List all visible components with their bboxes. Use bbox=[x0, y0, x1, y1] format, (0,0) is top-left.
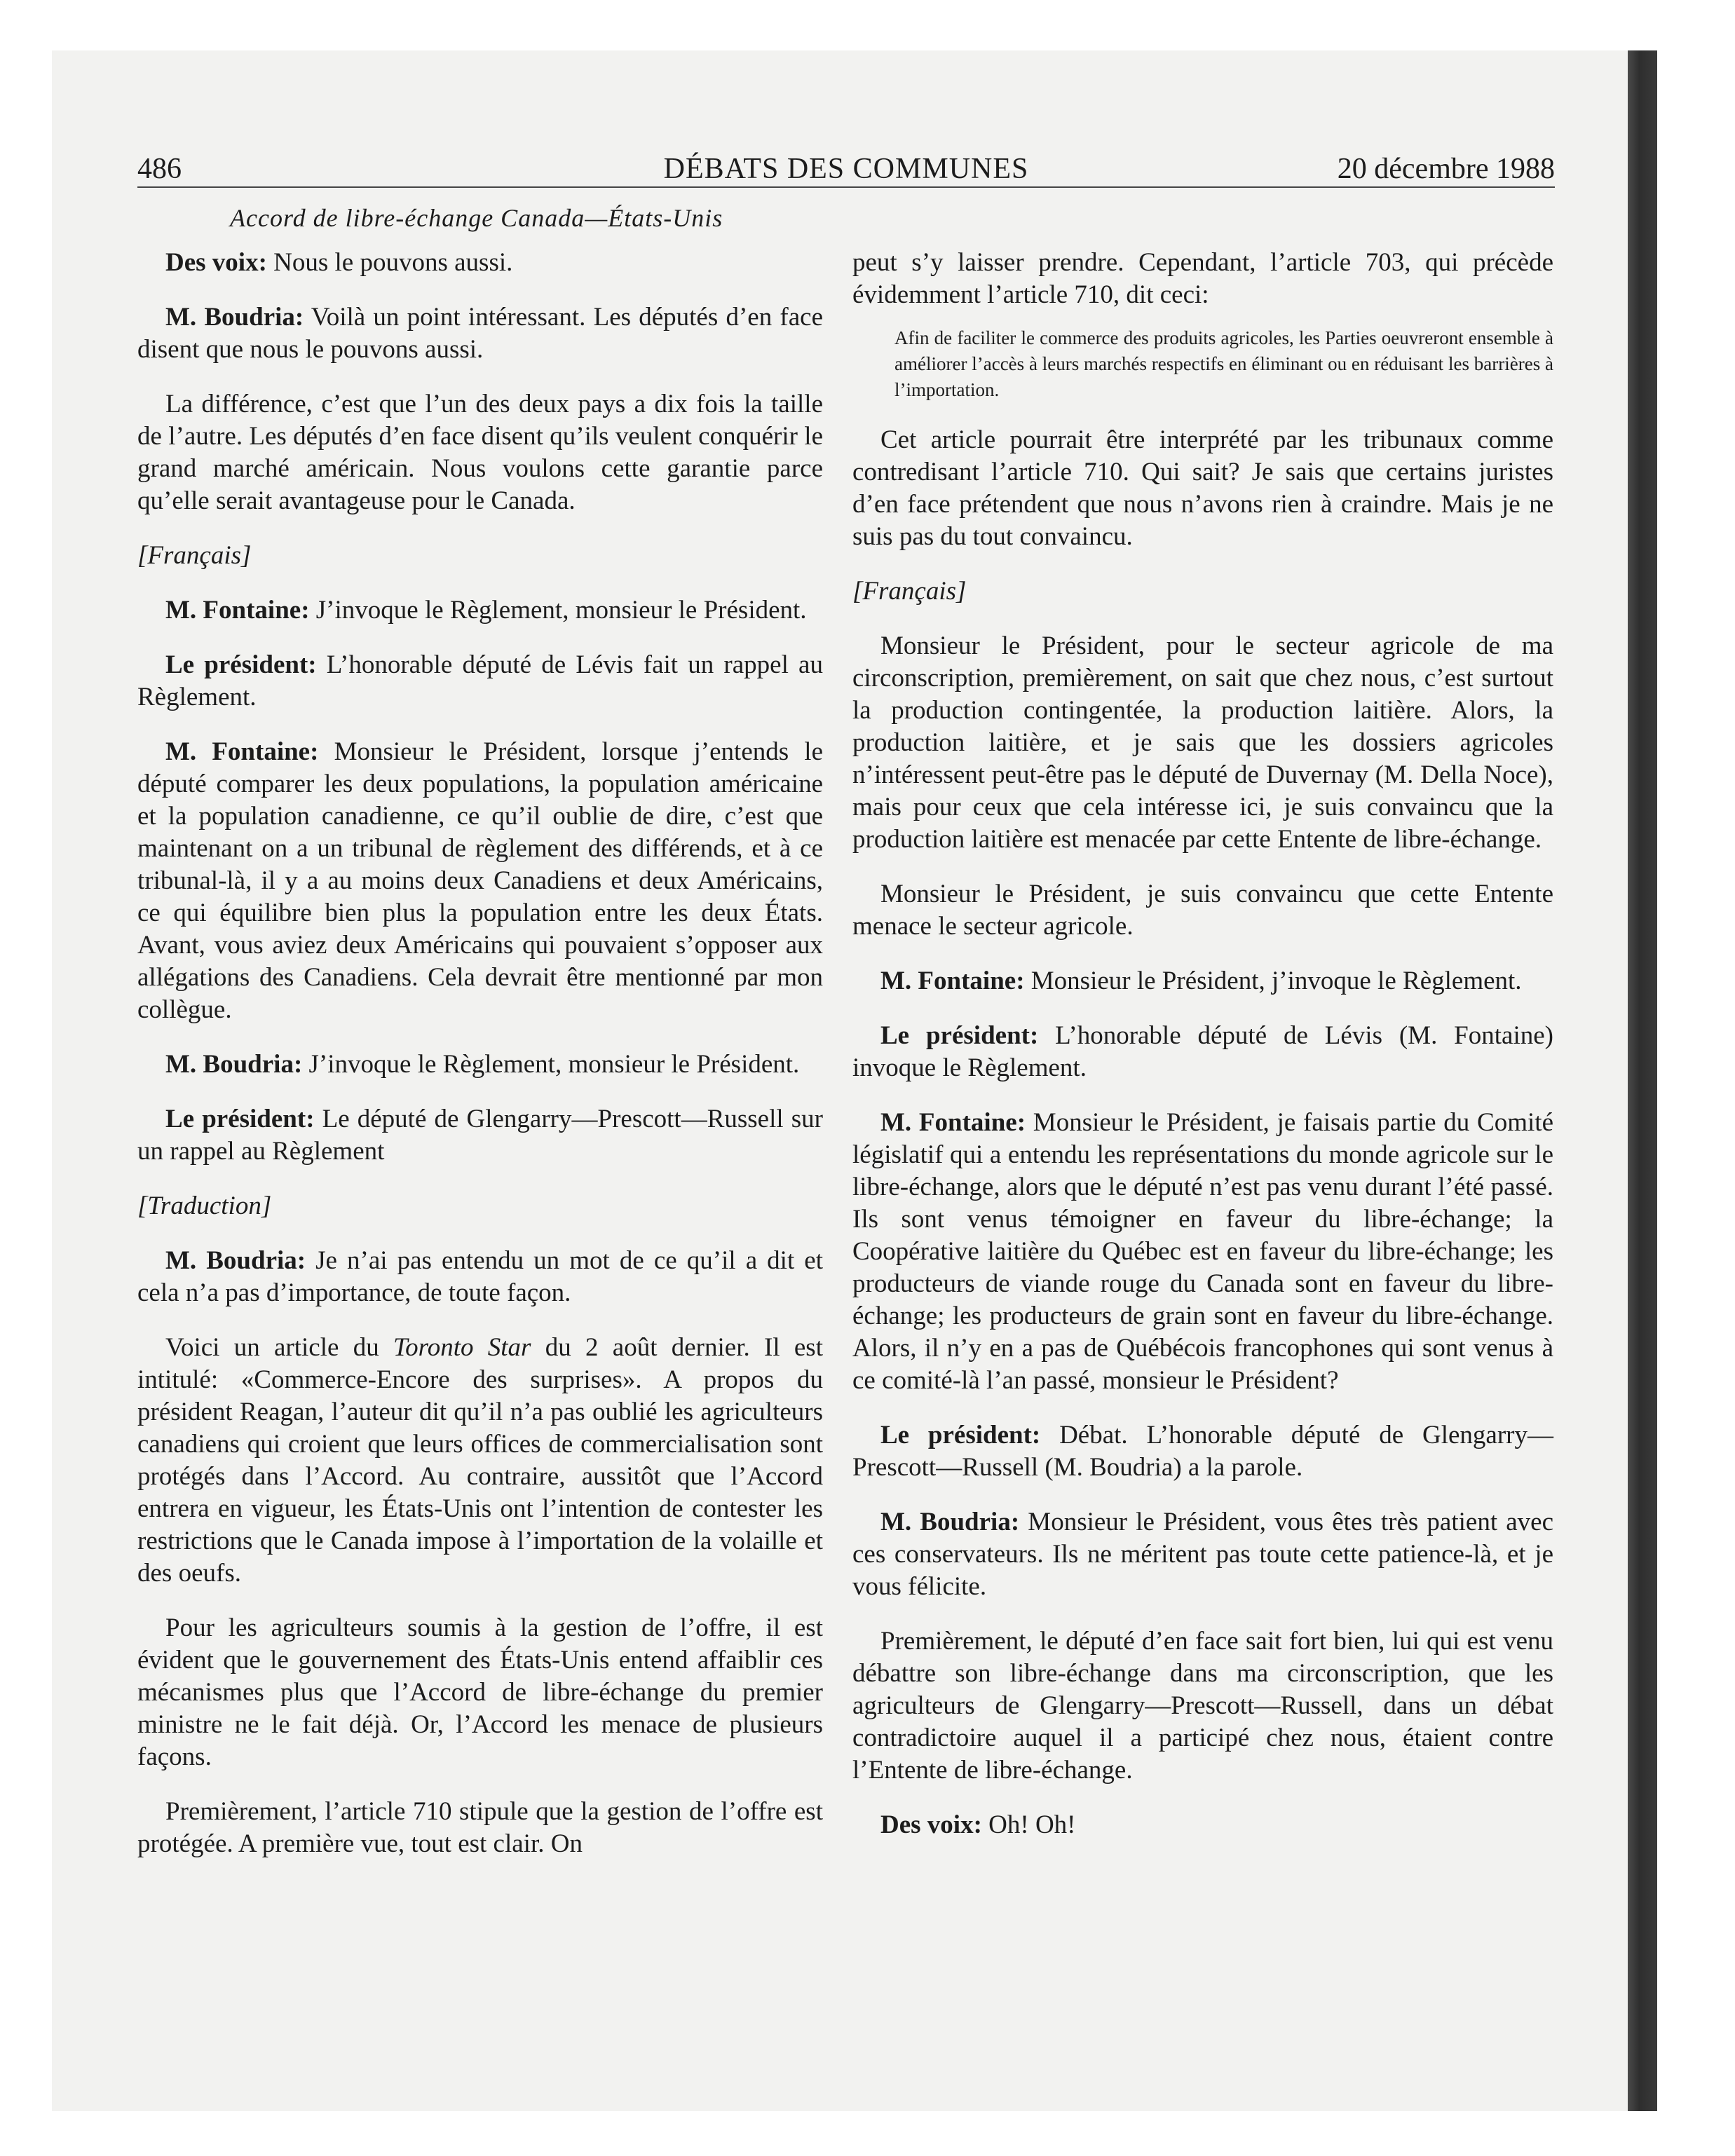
speaker-name: Le président: bbox=[880, 1421, 1041, 1449]
paragraph-text: Monsieur le Président, je faisais partie du Comité législatif qui a entendu les représentations du monde agricole sur le libre-échange, alors que le député n’est pas venu durant l’été passé. Ils sont venus témoigner en faveur du libre-échange; la Coopérative laitière du Québec est en faveur du libre-échange; les producteurs de viande rouge du Canada sont en faveur du libre-échange; les producteurs de grain sont en faveur du libre-échange. Alors, il n’y en a pas de Québécois francophones qui sont venus à ce comité-là l’an passé, monsieur le Président? bbox=[852, 1108, 1553, 1395]
speaker-name: Des voix: bbox=[165, 248, 267, 277]
paragraph-text: Monsieur le Président, pour le secteur agricole de ma circonscription, premièrement, on sait que chez nous, c’est surtout la production contingentée, la production laitière. Alors, la production laitière, et je sais que les dossiers agricoles n’intéressent peut-être pas le député de Duvernay (M. Della Noce), mais pour ceux que cela intéresse ici, je suis convaincu que la production laitière est menacée par cette Entente de libre-échange. bbox=[852, 632, 1553, 854]
speaker-name: M. Boudria: bbox=[165, 1050, 303, 1079]
newspaper-title: Toronto Star bbox=[393, 1333, 531, 1362]
block-quote bbox=[894, 325, 1553, 403]
publication-title: DÉBATS DES COMMUNES bbox=[663, 153, 1029, 185]
paragraph bbox=[137, 1332, 823, 1590]
paragraph-text: L’honorable député de Lévis fait un rappel au Règlement. bbox=[137, 650, 823, 711]
speech-paragraph bbox=[137, 1245, 823, 1309]
speech-paragraph bbox=[137, 736, 823, 1026]
paragraph bbox=[137, 388, 823, 517]
page-header bbox=[137, 151, 1555, 188]
binding-edge bbox=[1628, 50, 1657, 2111]
running-subtitle: Accord de libre-échange Canada—États-Unis bbox=[230, 204, 723, 232]
paragraph-text: Le député de Glengarry—Prescott—Russell sur un rappel au Règlement bbox=[137, 1105, 823, 1166]
speaker-name: Le président: bbox=[880, 1021, 1039, 1050]
speaker-name: M. Boudria: bbox=[880, 1508, 1020, 1536]
speaker-name: Le président: bbox=[165, 1105, 315, 1133]
paragraph bbox=[852, 878, 1553, 943]
paragraph-text: peut s’y laisser prendre. Cependant, l’article 703, qui précède évidemment l’article 710, dit ceci: bbox=[852, 248, 1553, 309]
quote-text: Afin de faciliter le commerce des produits agricoles, les Parties oeuvreront ensemble à améliorer l’accès à leurs marchés respectifs en éliminant ou en réduisant les barrières à l’importation. bbox=[894, 327, 1553, 400]
speaker-name: M. Fontaine: bbox=[165, 596, 310, 625]
speech-paragraph bbox=[137, 301, 823, 366]
speech-paragraph bbox=[137, 1049, 823, 1081]
paragraph-text: Voici un article du bbox=[165, 1333, 393, 1362]
speaker-name: M. Fontaine: bbox=[880, 967, 1025, 995]
paragraph-text: du 2 août dernier. Il est intitulé: «Commerce-Encore des surprises». A propos du président Reagan, l’auteur dit qu’il n’a pas oublié les agriculteurs canadiens qui croient que leurs offices de commercialisation sont protégés dans l’Accord. Au contraire, aussitôt que l’Accord entrera en vigueur, les États-Unis ont l’intention de contester les restrictions que le Canada impose à l’importation de la volaille et des oeufs. bbox=[137, 1333, 823, 1588]
speech-paragraph bbox=[137, 594, 823, 627]
paragraph bbox=[852, 630, 1553, 856]
paragraph-text: Premièrement, l’article 710 stipule que la gestion de l’offre est protégée. A première vue, tout est clair. On bbox=[137, 1797, 823, 1858]
speech-paragraph bbox=[852, 1020, 1553, 1084]
speech-paragraph bbox=[852, 1107, 1553, 1397]
speech-paragraph bbox=[137, 1103, 823, 1168]
paragraph-text: Monsieur le Président, je suis convaincu que cette Entente menace le secteur agricole. bbox=[852, 880, 1553, 941]
paragraph-text: Voilà un point intéressant. Les députés d’en face disent que nous le pouvons aussi. bbox=[137, 303, 824, 364]
paragraph bbox=[137, 1796, 823, 1860]
paragraph-text: Je n’ai pas entendu un mot de ce qu’il a dit et cela n’a pas d’importance, de toute façon. bbox=[137, 1246, 823, 1307]
language-tag bbox=[137, 540, 823, 572]
left-column bbox=[137, 247, 823, 1883]
right-column bbox=[852, 247, 1553, 1864]
header-date: 20 décembre 1988 bbox=[1337, 153, 1555, 185]
speech-paragraph bbox=[852, 1506, 1553, 1603]
language-tag bbox=[852, 575, 1553, 608]
paragraph bbox=[852, 424, 1553, 553]
paragraph bbox=[852, 247, 1553, 311]
speech-paragraph bbox=[852, 1809, 1553, 1841]
paragraph-text: L’honorable député de Lévis (M. Fontaine) invoque le Règlement. bbox=[852, 1021, 1553, 1082]
paragraph bbox=[852, 1625, 1553, 1787]
paragraph-text: Monsieur le Président, vous êtes très patient avec ces conservateurs. Ils ne méritent pas toute cette patience-là, et je vous félicite. bbox=[852, 1508, 1553, 1601]
paragraph-text: Monsieur le Président, lorsque j’entends le député comparer les deux populations, la population américaine et la population canadienne, ce qu’il oublie de dire, c’est que maintenant on a un tribunal de règlement des différends, et à ce tribunal-là, il y a au moins deux Canadiens et deux Américains, ce qui équilibre bien plus la population entre les deux États. Avant, vous aviez deux Américains qui pouvaient s’opposer aux allégations des Canadiens. Cela devrait être mentionné par mon collègue. bbox=[137, 737, 823, 1024]
speaker-name: Des voix: bbox=[880, 1810, 982, 1839]
paragraph-text: Monsieur le Président, j’invoque le Règlement. bbox=[1024, 967, 1522, 995]
speech-paragraph bbox=[852, 965, 1553, 997]
speaker-name: Le président: bbox=[165, 650, 317, 679]
page-number: 486 bbox=[137, 153, 182, 185]
speaker-name: M. Boudria: bbox=[165, 1246, 306, 1275]
speech-paragraph bbox=[137, 247, 823, 279]
paragraph-text: Premièrement, le député d’en face sait fort bien, lui qui est venu débattre son libre-échange dans ma circonscription, que les agriculteurs de Glengarry—Prescott—Russell, dans un débat contradictoire auquel il a participé chez nous, étaient contre l’Entente de libre-échange. bbox=[852, 1627, 1553, 1785]
language-tag bbox=[137, 1190, 823, 1222]
speaker-name: M. Fontaine: bbox=[165, 737, 319, 766]
speaker-name: M. Fontaine: bbox=[880, 1108, 1026, 1137]
language-tag-text: [Français] bbox=[137, 541, 252, 570]
paragraph-text: J’invoque le Règlement, monsieur le Président. bbox=[302, 1050, 800, 1079]
paragraph-text: J’invoque le Règlement, monsieur le Président. bbox=[309, 596, 807, 625]
speech-paragraph bbox=[137, 649, 823, 714]
paragraph-text: Nous le pouvons aussi. bbox=[266, 248, 513, 277]
speech-paragraph bbox=[852, 1419, 1553, 1484]
speaker-name: M. Boudria: bbox=[165, 303, 304, 332]
language-tag-text: [Français] bbox=[852, 577, 967, 606]
paragraph-text: Cet article pourrait être interprété par les tribunaux comme contredisant l’article 710. Qui sait? Je sais que certains juristes d’en face prétendent que nous n’avons rien à craindre. Mais je ne suis pas du tout convaincu. bbox=[852, 425, 1553, 551]
paragraph-text: Pour les agriculteurs soumis à la gestion de l’offre, il est évident que le gouvernement des États-Unis entend affaiblir ces mécanismes plus que l’Accord de libre-échange du premier ministre ne le fait déjà. Or, l’Accord les menace de plusieurs façons. bbox=[137, 1613, 823, 1771]
paragraph-text: Oh! Oh! bbox=[981, 1810, 1076, 1839]
paragraph-text: Débat. L’honorable député de Glengarry—Prescott—Russell (M. Boudria) a la parole. bbox=[852, 1421, 1553, 1482]
language-tag-text: [Traduction] bbox=[137, 1192, 272, 1220]
paragraph bbox=[137, 1612, 823, 1773]
paragraph-text: La différence, c’est que l’un des deux pays a dix fois la taille de l’autre. Les députés d’en face disent qu’ils veulent conquérir le grand marché américain. Nous voulons cette garantie parce qu’elle serait avantageuse pour le Canada. bbox=[137, 390, 823, 515]
